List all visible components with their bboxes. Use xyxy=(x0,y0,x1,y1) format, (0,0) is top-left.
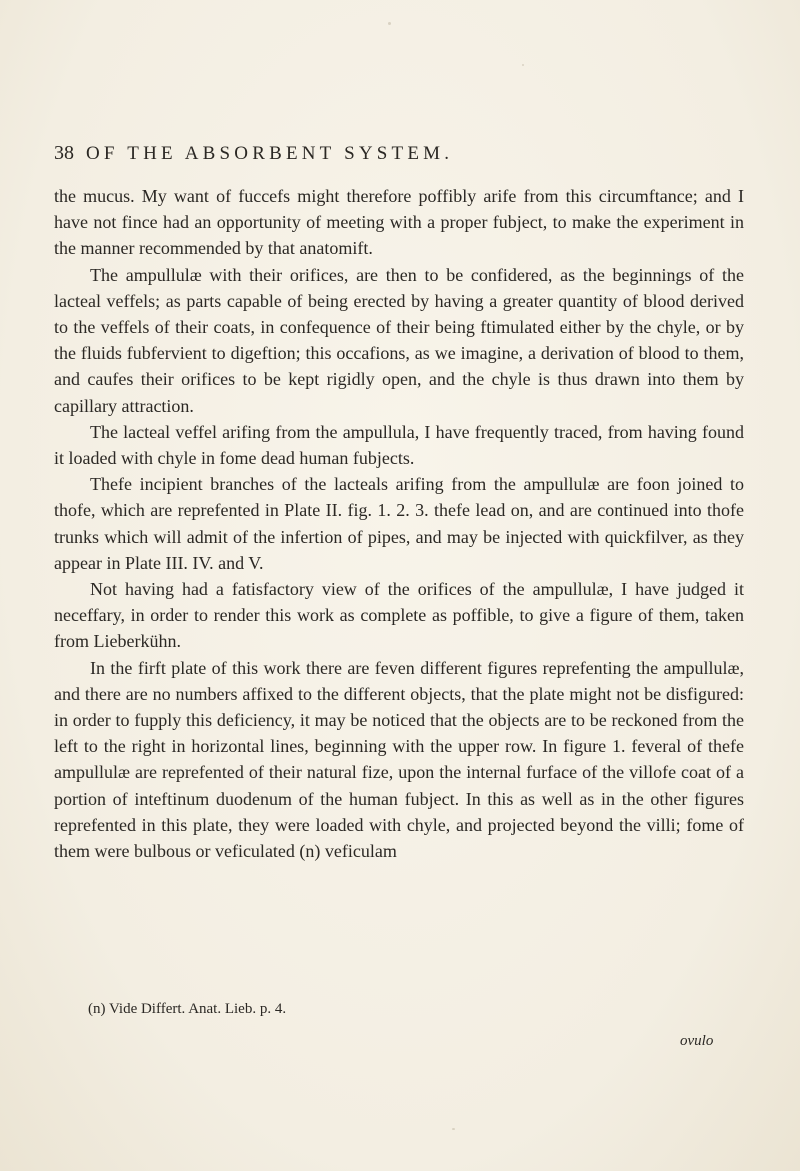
running-title: OF THE ABSORBENT SYSTEM. xyxy=(86,143,454,164)
paragraph: The lacteal veffel arifing from the ampullula, I have frequently traced, from having found it loaded with chyle in fome dead human fubjects. xyxy=(54,421,744,469)
paragraph: In the firft plate of this work there are feven different figures reprefenting the ampullulæ, and there are no numbers affixed to the different objects, that the plate might not be disfigured: in order to fupply this deficiency, it may be noticed that the objects are to be reckoned from the left to the right in horizontal lines, beginning with the upper row. In figure 1. feveral of thefe ampullulæ are reprefented of their natural fize, upon the internal furface of the villofe coat of a portion of inteftinum duodenum of the human fubject. In this as well as in the other figures reprefented in this plate, they were loaded with chyle, and projected beyond the villi; fome of them were bulbous or veficulated (n) veficulam xyxy=(54,657,744,862)
page-number: 38 xyxy=(54,142,74,164)
paragraph: the mucus. My want of fuccefs might therefore poffibly arife from this circumftance; and I have not fince had an opportunity of meeting with a proper fubject, to make the experiment in the manner recommended by that anatomift. xyxy=(54,186,744,259)
body-text xyxy=(54,183,744,864)
paper-speck xyxy=(522,64,524,66)
paragraph: Not having had a fatisfactory view of the orifices of the ampullulæ, I have judged it neceffary, in order to render this work as complete as poffible, to give a figure of them, taken from Lieberkühn. xyxy=(54,579,744,652)
paper-speck xyxy=(452,1128,455,1130)
catchword: ovulo xyxy=(680,1033,714,1049)
footnote: (n) Vide Differt. Anat. Lieb. p. 4. xyxy=(88,1001,287,1017)
page-header xyxy=(54,142,754,166)
paragraph: The ampullulæ with their orifices, are then to be confidered, as the beginnings of the lacteal veffels; as parts capable of being erected by having a greater quantity of blood derived to the veffels of their coats, in confequence of their being ftimulated either by the chyle, or by the fluids fubfervient to digeftion; this occafions, as we imagine, a derivation of blood to them, and caufes their orifices to be kept rigidly open, and the chyle is thus drawn into them by capillary attraction. xyxy=(54,264,744,416)
paper-speck xyxy=(388,22,391,25)
paragraph: Thefe incipient branches of the lacteals arifing from the ampullulæ are foon joined to thofe, which are reprefented in Plate II. fig. 1. 2. 3. thefe lead on, and are continued into thofe trunks which will admit of the infertion of pipes, and may be injected with quickfilver, as they appear in Plate III. IV. and V. xyxy=(54,474,744,573)
